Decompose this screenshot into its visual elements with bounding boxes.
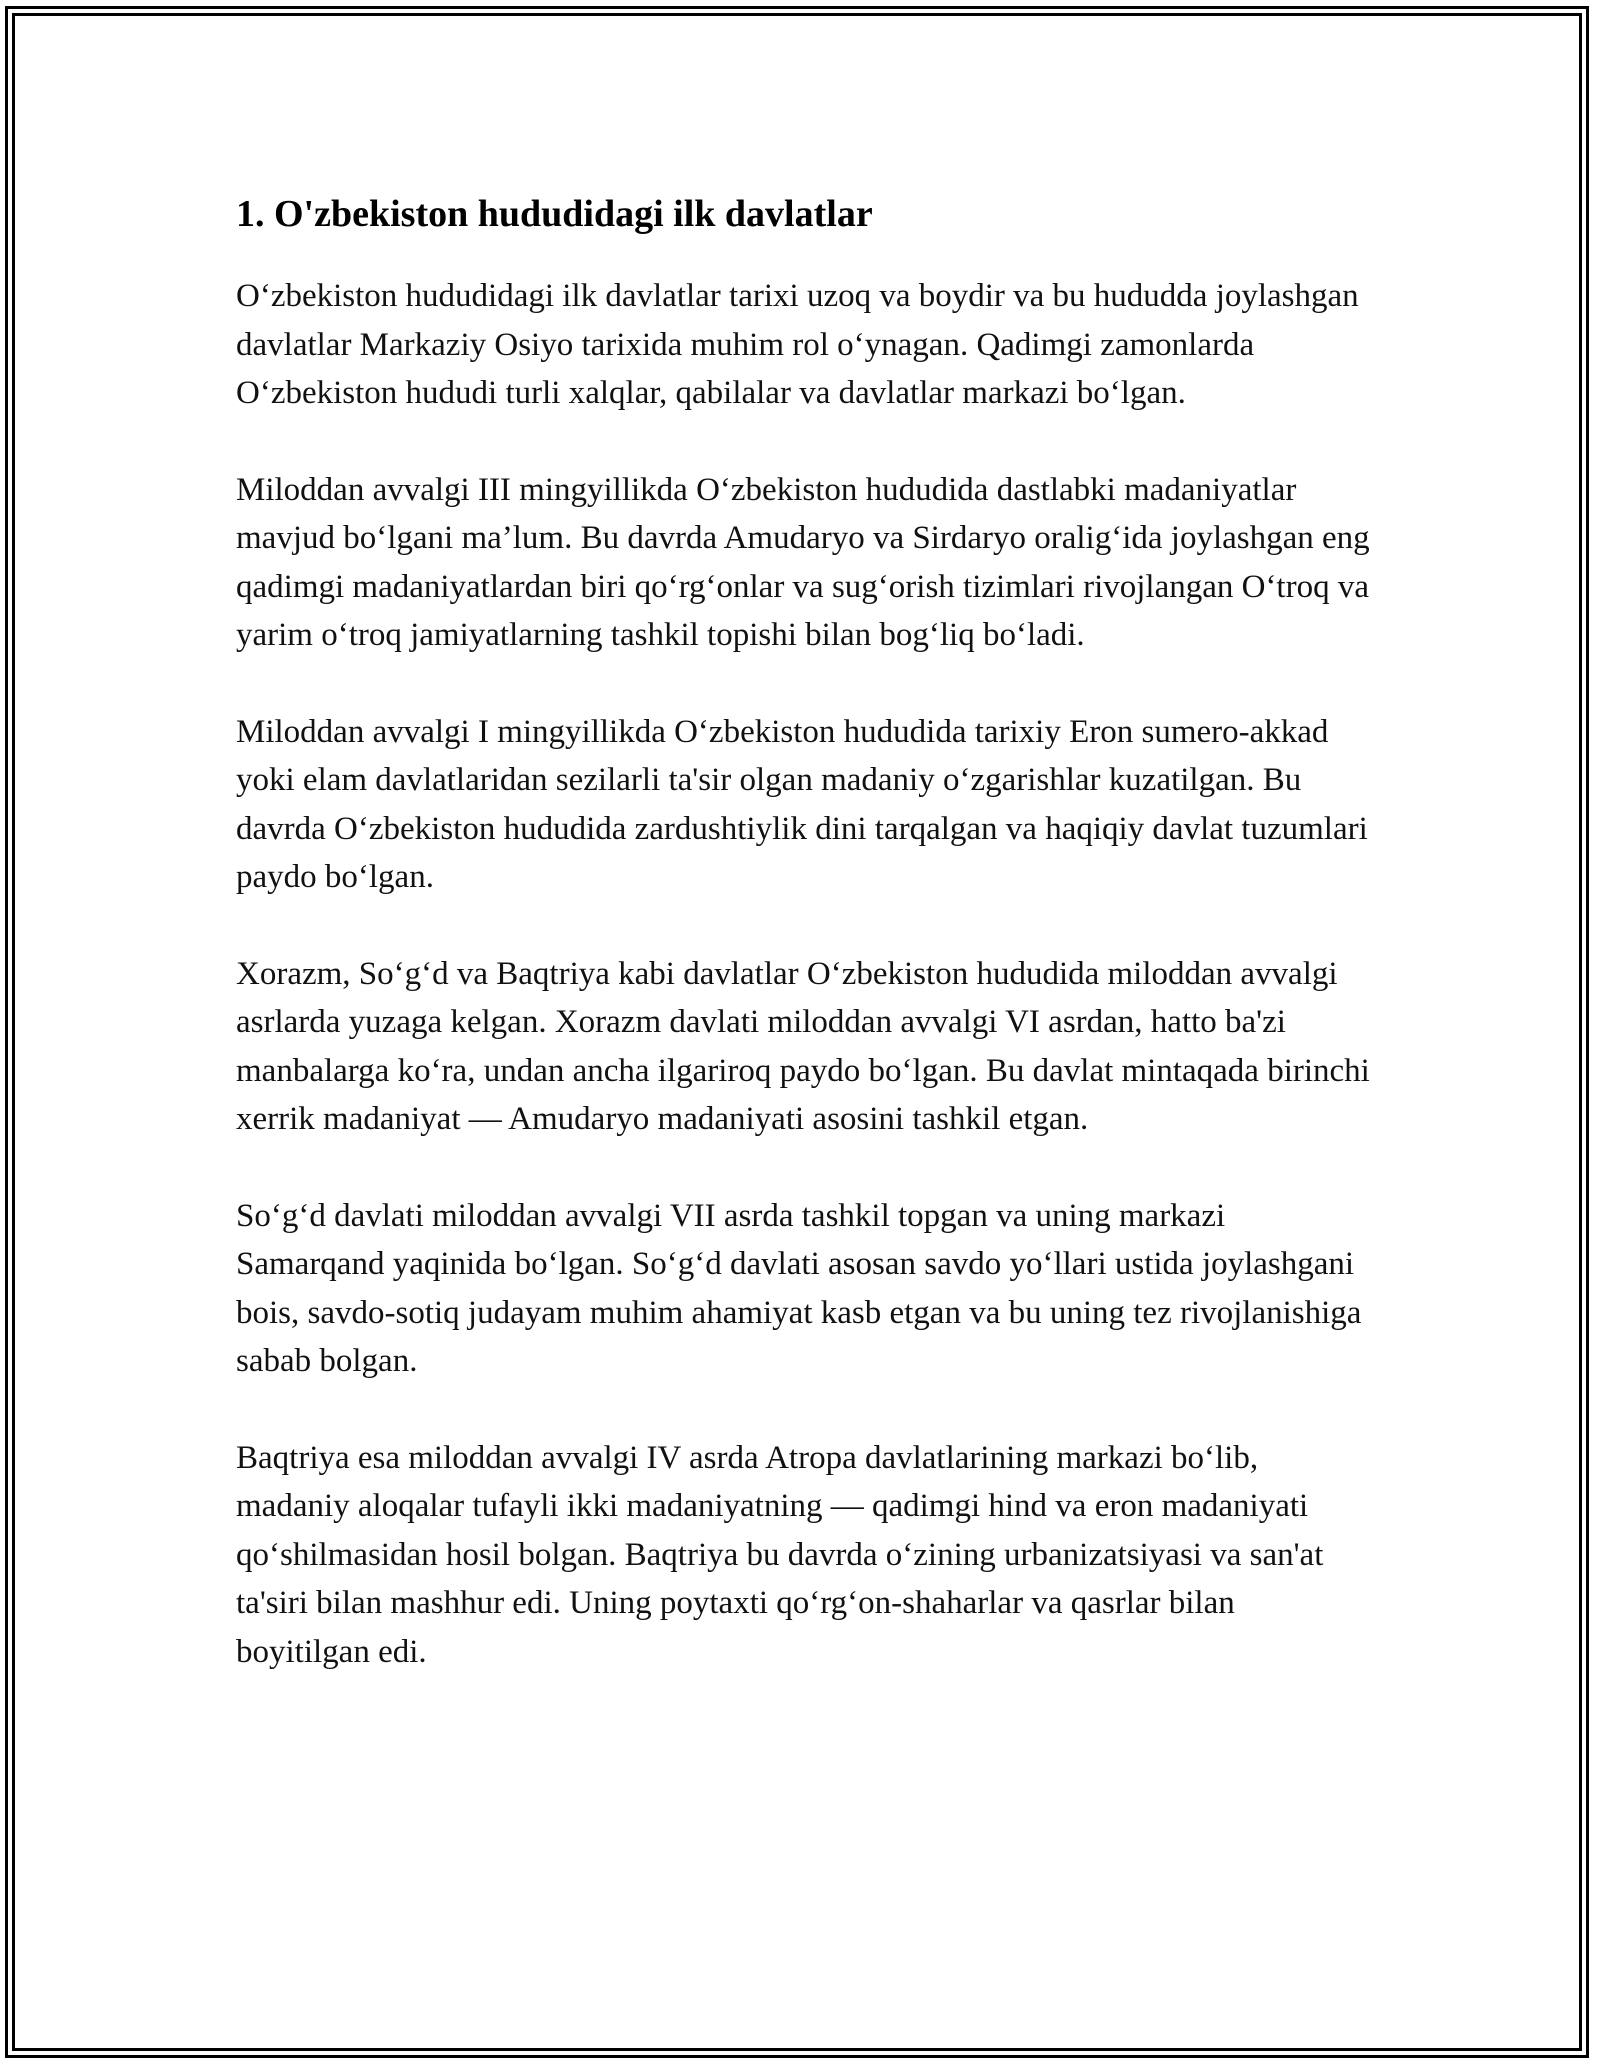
paragraph-6: Baqtriya esa miloddan avvalgi IV asrda Atropa davlatlarining markazi bo‘lib, madaniy aloqalar tufayli ikki madaniyatning — qadimgi hind va eron madaniyati qo‘shilmasidan hosil bolgan. Baqtriya bu davrda o‘zining urbanizatsiyasi va san'at ta'siri bilan mashhur edi. Uning poytaxti qo‘rg‘on-shaharlar va qasrlar bilan boyitilgan edi. <box>236 1439 1324 1670</box>
document-body <box>236 186 1376 1724</box>
paragraph-4: Xorazm, So‘g‘d va Baqtriya kabi davlatlar O‘zbekiston hududida miloddan avvalgi asrlarda yuzaga kelgan. Xorazm davlati miloddan avvalgi VI asrdan, hatto ba'zi manbalarga ko‘ra, undan ancha ilgariroq paydo bo‘lgan. Bu davlat mintaqada birinchi xerrik madaniyat — Amudaryo madaniyati asosini tashkil etgan. <box>236 955 1370 1137</box>
paragraph-1: O‘zbekiston hududidagi ilk davlatlar tarixi uzoq va boydir va bu hududda joylashgan davlatlar Markaziy Osiyo tarixida muhim rol o‘ynagan. Qadimgi zamonlarda O‘zbekiston hududi turli xalqlar, qabilalar va davlatlar markazi bo‘lgan. <box>236 278 1359 411</box>
paragraph-2: Miloddan avvalgi III mingyillikda O‘zbekiston hududida dastlabki madaniyatlar mavjud bo‘lgani ma’lum. Bu davrda Amudaryo va Sirdaryo oralig‘ida joylashgan eng qadimgi madaniyatlardan biri qo‘rg‘onlar va sug‘orish tizimlari rivojlangan O‘troq va yarim o‘troq jamiyatlarning tashkil topishi bilan bog‘liq bo‘ladi. <box>236 471 1370 653</box>
paragraph-5: So‘g‘d davlati miloddan avvalgi VII asrda tashkil topgan va uning markazi Samarqand yaqinida bo‘lgan. So‘g‘d davlati asosan savdo yo‘llari ustida joylashgani bois, savdo-sotiq judayam muhim ahamiyat kasb etgan va bu uning tez rivojlanishiga sabab bolgan. <box>236 1197 1362 1379</box>
document-title: 1. O'zbekiston hududidagi ilk davlatlar <box>236 193 873 235</box>
paragraph-3: Miloddan avvalgi I mingyillikda O‘zbekiston hududida tarixiy Eron sumero-akkad yoki elam davlatlaridan sezilarli ta'sir olgan madaniy o‘zgarishlar kuzatilgan. Bu davrda O‘zbekiston hududida zardushtiylik dini tarqalgan va haqiqiy davlat tuzumlari paydo bo‘lgan. <box>236 713 1368 895</box>
